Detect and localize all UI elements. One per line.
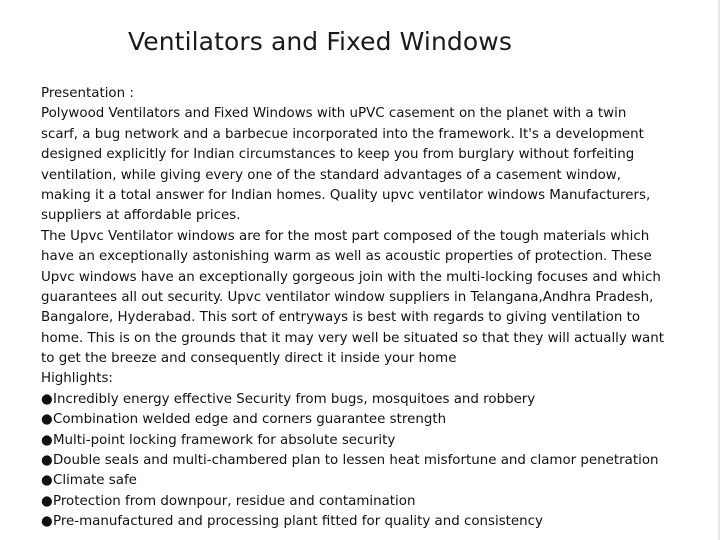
paragraph-line: to get the breeze and consequently direct it inside your home (41, 351, 457, 367)
document-body (41, 84, 713, 533)
highlight-text: Combination welded edge and corners guarantee strength (53, 412, 447, 428)
presentation-heading: Presentation : (41, 86, 134, 101)
highlight-text: Climate safe (53, 473, 137, 489)
highlights-heading: Highlights: (41, 371, 113, 387)
paragraph-line: home. This is on the grounds that it may very well be situated so that they will actually want (41, 330, 664, 346)
bullet-icon: ● (41, 493, 53, 509)
highlight-item (41, 410, 713, 430)
highlight-item (41, 512, 713, 532)
highlight-text: Multi-point locking framework for absolute security (53, 432, 396, 448)
paragraph-line: Polywood Ventilators and Fixed Windows with uPVC casement on the planet with a twin (41, 106, 627, 122)
highlight-text: Double seals and multi-chambered plan to lessen heat misfortune and clamor penetration (53, 453, 659, 469)
paragraph-line: making it a total answer for Indian homes. Quality upvc ventilator windows Manufacturers, (41, 187, 651, 203)
bullet-icon: ● (41, 391, 53, 407)
highlight-text: Incredibly energy effective Security from bugs, mosquitoes and robbery (53, 391, 536, 407)
paragraph-line: ventilation, while giving every one of the standard advantages of a casement window, (41, 167, 621, 183)
highlight-text: Pre-manufactured and processing plant fitted for quality and consistency (53, 514, 543, 530)
highlight-item (41, 390, 713, 410)
bullet-icon: ● (41, 453, 53, 469)
highlight-item (41, 492, 713, 512)
bullet-icon: ● (41, 412, 53, 428)
highlight-item (41, 431, 713, 451)
paragraph-line: suppliers at affordable prices. (41, 208, 241, 224)
bullet-icon: ● (41, 514, 53, 530)
paragraph-line: designed explicitly for Indian circumstances to keep you from burglary without forfeiting (41, 147, 635, 163)
paragraph-line: Upvc windows have an exceptionally gorgeous join with the multi-locking focuses and which (41, 269, 661, 285)
bullet-icon: ● (41, 432, 53, 448)
bullet-icon: ● (41, 473, 53, 489)
highlight-item (41, 471, 713, 491)
paragraph-line: scarf, a bug network and a barbecue incorporated into the framework. It's a development (41, 126, 644, 142)
paragraph-line: have an exceptionally astonishing warm as well as acoustic properties of protection. These (41, 249, 652, 265)
highlight-text: Protection from downpour, residue and contamination (53, 493, 416, 509)
paragraph-line: The Upvc Ventilator windows are for the most part composed of the tough materials which (41, 228, 650, 244)
highlight-item (41, 451, 713, 471)
paragraph-line: Bangalore, Hyderabad. This sort of entryways is best with regards to giving ventilation to (41, 310, 641, 326)
page-title: Ventilators and Fixed Windows (128, 27, 512, 56)
paragraph-line: guarantees all out security. Upvc ventilator window suppliers in Telangana,Andhra Pradesh, (41, 289, 654, 305)
